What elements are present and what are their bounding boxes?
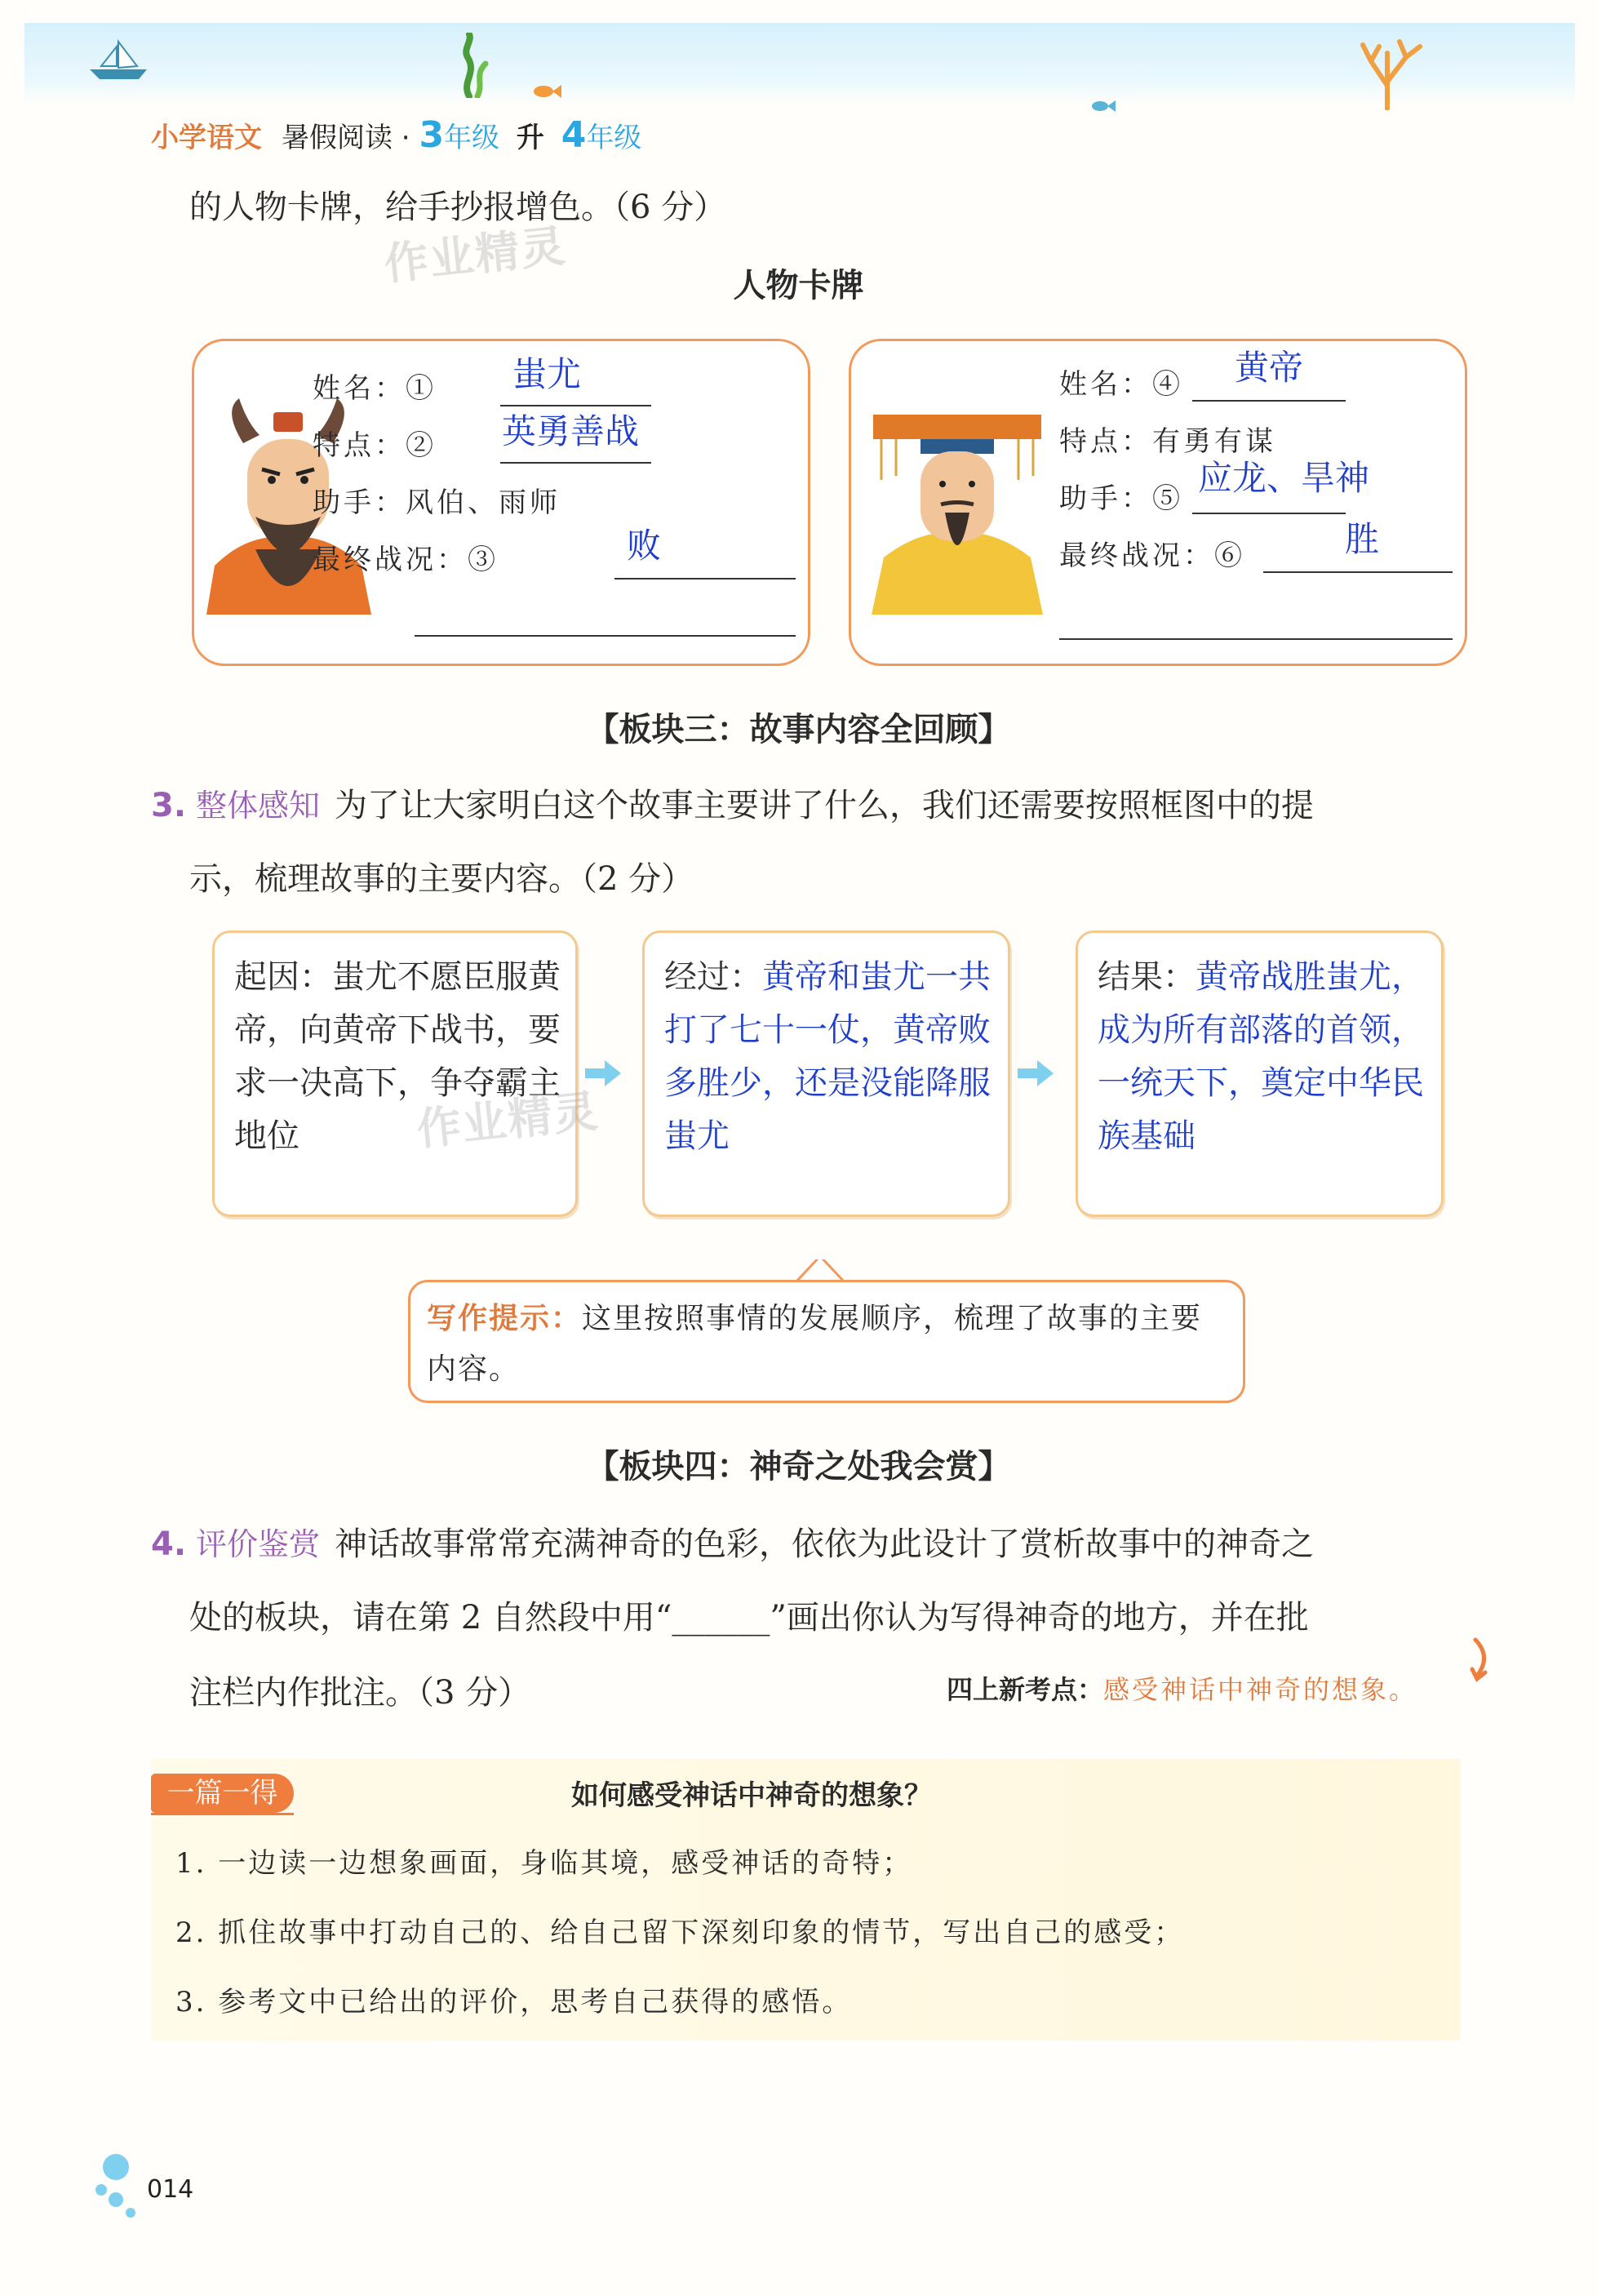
chiyou-extra-line (415, 635, 796, 637)
character-card-huangdi (849, 339, 1467, 666)
intro-line: 的人物卡牌，给手抄报增色。（6 分） (189, 189, 727, 226)
study-note-item: 1. 一边读一边想象画面，身临其境，感受神话的奇特； (175, 1847, 913, 1880)
block4-title: 【板块四：神奇之处我会赏】 (586, 1448, 1011, 1486)
curl-arrow-icon (1469, 1637, 1493, 1685)
new-exam-point-label: 四上新考点： (947, 1674, 1104, 1705)
question-3-number: 3. (151, 787, 187, 824)
chiyou-name-label: 姓名：① (313, 372, 437, 405)
new-exam-point-text: 感受神话中神奇的想象。 (1103, 1674, 1418, 1705)
writing-tip-box (408, 1280, 1245, 1403)
question-4-number: 4. (151, 1525, 187, 1563)
huangdi-helper-blank (1192, 513, 1346, 514)
question-4-line1 (151, 1518, 1314, 1565)
bubbles-icon (91, 2151, 149, 2220)
huangdi-extra-line (1059, 638, 1453, 640)
grade-from: 3 (419, 114, 445, 156)
card-section-title: 人物卡牌 (733, 267, 864, 304)
question-3-line1 (151, 779, 1314, 826)
chiyou-trait-answer: 英勇善战 (502, 411, 640, 451)
chiyou-helper-line: 助手：风伯、雨师 (313, 486, 561, 519)
grade-to: 4 (561, 114, 587, 156)
chiyou-outcome-answer: 败 (627, 526, 662, 566)
question-3-tag: 整体感知 (196, 788, 321, 824)
tip-pointer-mask (804, 1255, 836, 1259)
arrow-right-icon (1016, 1057, 1055, 1090)
boat-icon (82, 37, 155, 86)
chiyou-outcome-label: 最终战况：③ (313, 544, 499, 576)
page-number: 014 (147, 2175, 194, 2204)
study-note-tab: 一篇一得 (151, 1774, 294, 1813)
question-3-line2: 示，梳理故事的主要内容。（2 分） (189, 860, 694, 898)
subject-label: 小学语文 (151, 122, 262, 154)
character-card-chiyou (192, 339, 810, 666)
huangdi-portrait-icon (863, 382, 1051, 615)
flow-box-cause (212, 930, 578, 1217)
flow-process-text: 黄帝和蚩尤一共打了七十一仗，黄帝败多胜少，还是没能降服蚩尤 (664, 958, 991, 1155)
huangdi-outcome-answer: 胜 (1345, 519, 1380, 559)
watermark: 作业精灵 (381, 220, 570, 291)
flow-process-label: 经过： (664, 958, 762, 996)
flow-cause-text: 蚩尤不愿臣服黄帝，向黄帝下战书，要求一决高下，争夺霸主地位 (234, 958, 561, 1155)
chiyou-outcome-blank (614, 578, 796, 580)
series-label: 暑假阅读 · (282, 122, 410, 154)
flow-result-content (1098, 951, 1431, 1163)
huangdi-helper-answer: 应龙、旱神 (1198, 458, 1370, 498)
writing-tip-label: 写作提示： (427, 1302, 583, 1335)
question-4-text1: 神话故事常常充满神奇的色彩，依依为此设计了赏析故事中的神奇之 (335, 1525, 1315, 1563)
writing-tip-text: 这里按照事情的发展顺序，梳理了故事的主要内容。 (427, 1302, 1203, 1386)
new-exam-point (947, 1669, 1417, 1707)
seaweed-icon (445, 33, 502, 98)
question-4-tag: 评价鉴赏 (196, 1526, 321, 1562)
flow-box-result (1076, 930, 1444, 1217)
grade-to-unit: 年级 (586, 122, 642, 154)
page-header (151, 114, 641, 156)
huangdi-outcome-label: 最终战况：⑥ (1059, 540, 1245, 572)
study-note-tab-line (151, 1813, 294, 1815)
huangdi-name-label: 姓名：④ (1059, 368, 1183, 401)
huangdi-outcome-blank (1263, 571, 1453, 573)
huangdi-name-answer: 黄帝 (1235, 348, 1304, 388)
block3-title: 【板块三：故事内容全回顾】 (586, 711, 1011, 748)
small-fish-icon (1089, 98, 1117, 114)
huangdi-helper-label: 助手：⑤ (1059, 482, 1183, 515)
flow-cause-label: 起因： (234, 958, 332, 996)
chiyou-trait-label: 特点：② (313, 429, 437, 462)
chiyou-trait-blank (500, 462, 651, 464)
study-note-item: 2. 抓住故事中打动自己的、给自己留下深刻印象的情节，写出自己的感受； (175, 1916, 1185, 1949)
flow-result-text: 黄帝战胜蚩尤，成为所有部落的首领，一统天下，奠定中华民族基础 (1098, 958, 1424, 1155)
grade-from-unit: 年级 (444, 122, 500, 154)
writing-tip-content (427, 1294, 1227, 1395)
huangdi-name-blank (1192, 400, 1346, 402)
watermark: 作业精灵 (414, 1085, 602, 1156)
question-3-text1: 为了让大家明白这个故事主要讲了什么，我们还需要按照框图中的提 (335, 787, 1315, 824)
study-note-item: 3. 参考文中已给出的评价，思考自己获得的感悟。 (175, 1986, 853, 2018)
flow-process-content (664, 951, 998, 1163)
fish-icon (530, 82, 563, 101)
study-note-title: 如何感受神话中神奇的想象？ (571, 1779, 932, 1812)
coral-icon (1342, 37, 1432, 110)
question-4-line3: 注栏内作批注。（3 分） (189, 1674, 531, 1712)
question-4-line2: 处的板块，请在第 2 自然段中用“______”画出你认为写得神奇的地方，并在批 (189, 1599, 1309, 1637)
flow-result-label: 结果： (1098, 958, 1196, 996)
flow-box-process (642, 930, 1010, 1217)
chiyou-name-answer: 蚩尤 (512, 354, 582, 394)
huangdi-trait-line: 特点：有勇有谋 (1059, 425, 1276, 458)
up-label: 升 (516, 122, 544, 154)
